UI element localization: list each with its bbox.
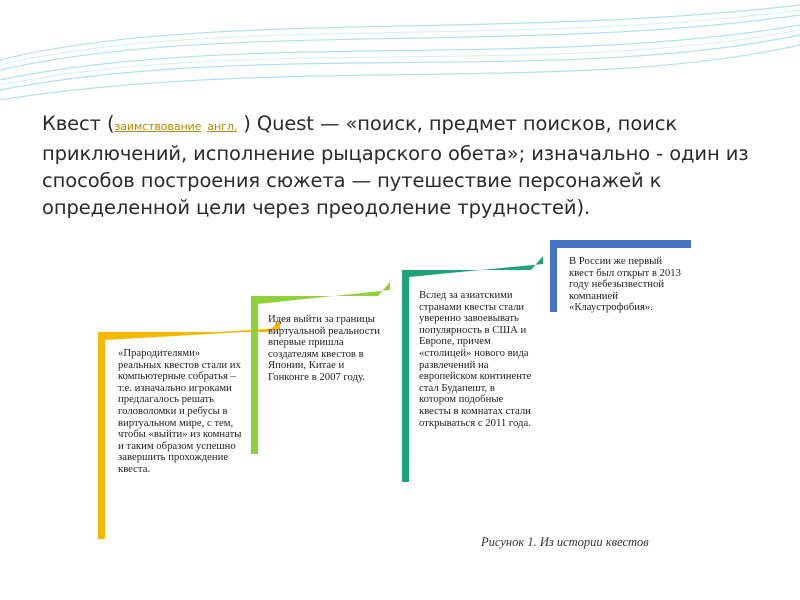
decorative-swoosh [0, 0, 800, 110]
headline-text [42, 110, 772, 221]
step-3-text: Вслед за азиатскими странами квесты стали уверенно завоевывать популярность в США и Европе, причем «столицей» нового вида развлечений на европейском континенте стал Будапешт, в котором подобные квесты в комнатах стали открываться с 2011 года. [419, 289, 532, 429]
quest-history-figure [88, 224, 714, 553]
step-2-text: Идея выйти за границы виртуальной реальности впервые пришла создателям квестов в Японии, Китае и Гонконге в 2007 году. [268, 313, 380, 383]
step-1-text: «Прародителями» реальных квестов стали их компьютерные собратья – т.е. изначально игроками предлагалось решать головоломки и ребусы в виртуальном мире, с тем, чтобы «выйти» из комнаты и таким образом успешно завершить прохождение квеста. [118, 347, 242, 475]
link-borrowing[interactable]: заимствование [114, 120, 202, 133]
link-english[interactable]: англ. [207, 120, 238, 133]
step-4-text: В России же первый квест был открыт в 2013 году небезызвестной компанией «Клаустрофобия». [569, 255, 681, 314]
figure-caption: Рисунок 1. Из истории квестов [481, 535, 649, 549]
headline-rest: ) Quest — «поиск, предмет поисков, поиск приключений, исполнение рыцарского обета»; изначально - один из способов построения сюжета — путешествие персонажей к определенной цели через преодоление трудностей). [42, 112, 749, 219]
intro-word: Квест ( [42, 112, 115, 135]
